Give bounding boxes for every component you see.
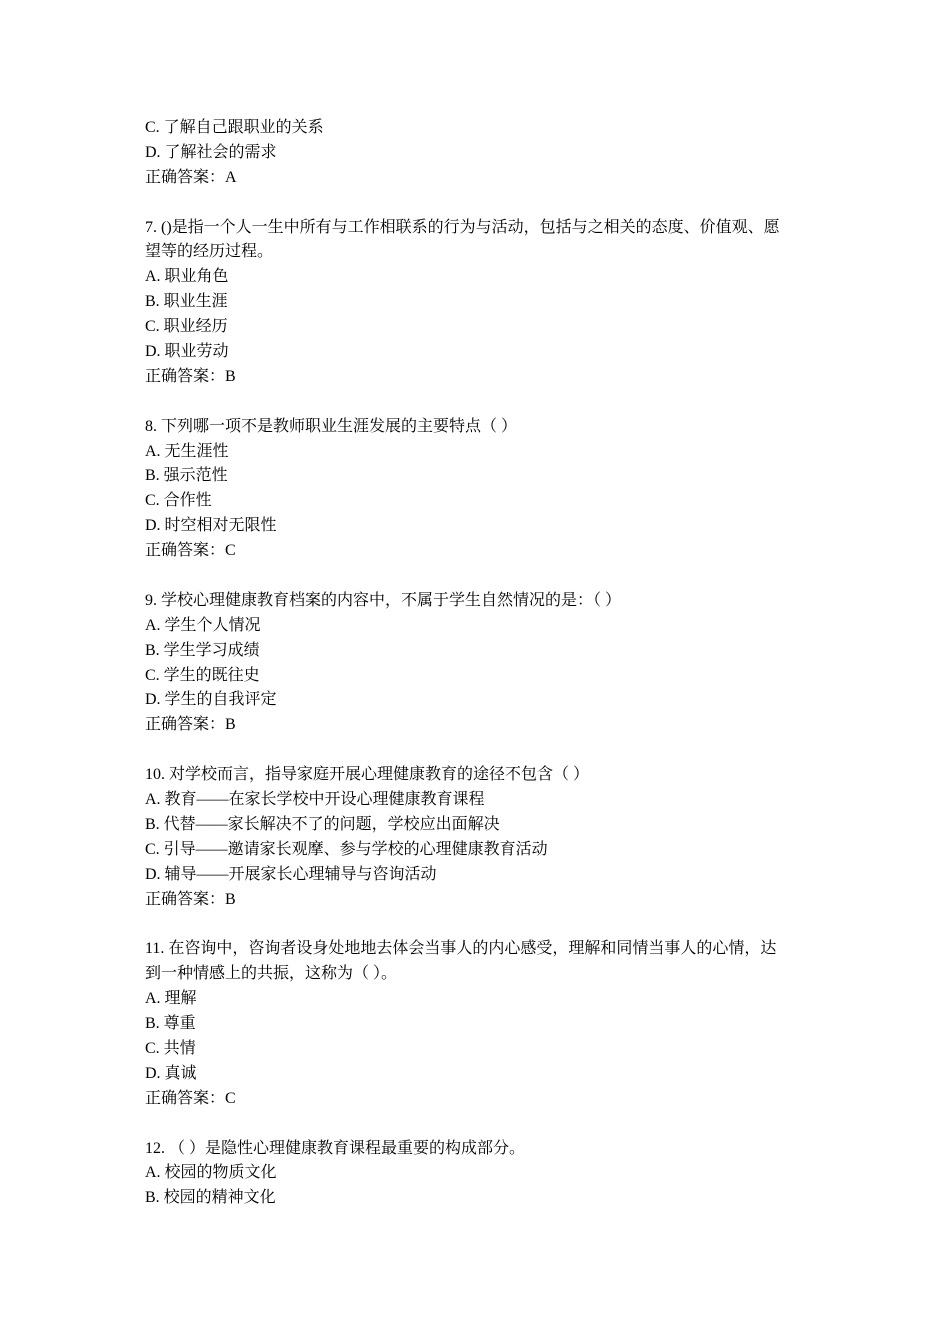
question-line: 到一种情感上的共振，这称为（ ）。 xyxy=(145,965,398,983)
answer-line: 正确答案：A xyxy=(145,168,237,186)
option-line: B. 强示范性 xyxy=(145,467,228,485)
option-line: D. 辅导——开展家长心理辅导与咨询活动 xyxy=(145,865,437,883)
question-line: 10. 对学校而言，指导家庭开展心理健康教育的途径不包含（ ） xyxy=(145,766,590,784)
option-line: B. 职业生涯 xyxy=(145,293,228,311)
question-line: 9. 学校心理健康教育档案的内容中，不属于学生自然情况的是：（ ） xyxy=(145,591,622,609)
option-line: A. 职业角色 xyxy=(145,268,229,286)
answer-line: 正确答案：B xyxy=(145,716,236,734)
option-line: D. 真诚 xyxy=(145,1064,197,1082)
document-page xyxy=(145,116,825,1211)
blank-line xyxy=(145,1112,825,1137)
option-line: A. 教育——在家长学校中开设心理健康教育课程 xyxy=(145,791,485,809)
option-line: B. 校园的精神文化 xyxy=(145,1189,276,1207)
question-line: 8. 下列哪一项不是教师职业生涯发展的主要特点（ ） xyxy=(145,417,518,435)
answer-line: 正确答案：C xyxy=(145,542,236,560)
question-line: 11. 在咨询中，咨询者设身处地地去体会当事人的内心感受，理解和同情当事人的心情，达 xyxy=(145,940,777,958)
option-line: C. 引导——邀请家长观摩、参与学校的心理健康教育活动 xyxy=(145,840,548,858)
option-line: C. 共情 xyxy=(145,1039,196,1057)
blank-line xyxy=(145,913,825,938)
question-line: 望等的经历过程。 xyxy=(145,243,274,261)
option-line: A. 学生个人情况 xyxy=(145,616,261,634)
text-line: C. 了解自己跟职业的关系 xyxy=(145,119,324,136)
option-line: B. 尊重 xyxy=(145,1015,196,1033)
option-line: A. 校园的物质文化 xyxy=(145,1164,277,1182)
blank-line xyxy=(145,738,825,763)
option-line: C. 学生的既往史 xyxy=(145,666,260,684)
option-line: C. 职业经历 xyxy=(145,318,228,336)
option-line: B. 代替——家长解决不了的问题，学校应出面解决 xyxy=(145,815,500,833)
option-line: A. 理解 xyxy=(145,990,197,1008)
blank-line xyxy=(145,564,825,589)
option-line: A. 无生涯性 xyxy=(145,442,229,460)
answer-line: 正确答案：B xyxy=(145,367,236,385)
option-line: C. 合作性 xyxy=(145,492,212,510)
answer-line: 正确答案：C xyxy=(145,1089,236,1107)
option-line: B. 学生学习成绩 xyxy=(145,641,260,659)
question-line: 7. ()是指一个人一生中所有与工作相联系的行为与活动，包括与之相关的态度、价值观、愿 xyxy=(145,218,780,236)
option-line: D. 学生的自我评定 xyxy=(145,691,277,709)
text-line: D. 了解社会的需求 xyxy=(145,143,277,161)
question-line: 12. （ ）是隐性心理健康教育课程最重要的构成部分。 xyxy=(145,1139,526,1157)
answer-line: 正确答案：B xyxy=(145,890,236,908)
option-line: D. 职业劳动 xyxy=(145,343,229,361)
option-line: D. 时空相对无限性 xyxy=(145,517,277,535)
blank-line xyxy=(145,191,825,216)
blank-line xyxy=(145,390,825,415)
